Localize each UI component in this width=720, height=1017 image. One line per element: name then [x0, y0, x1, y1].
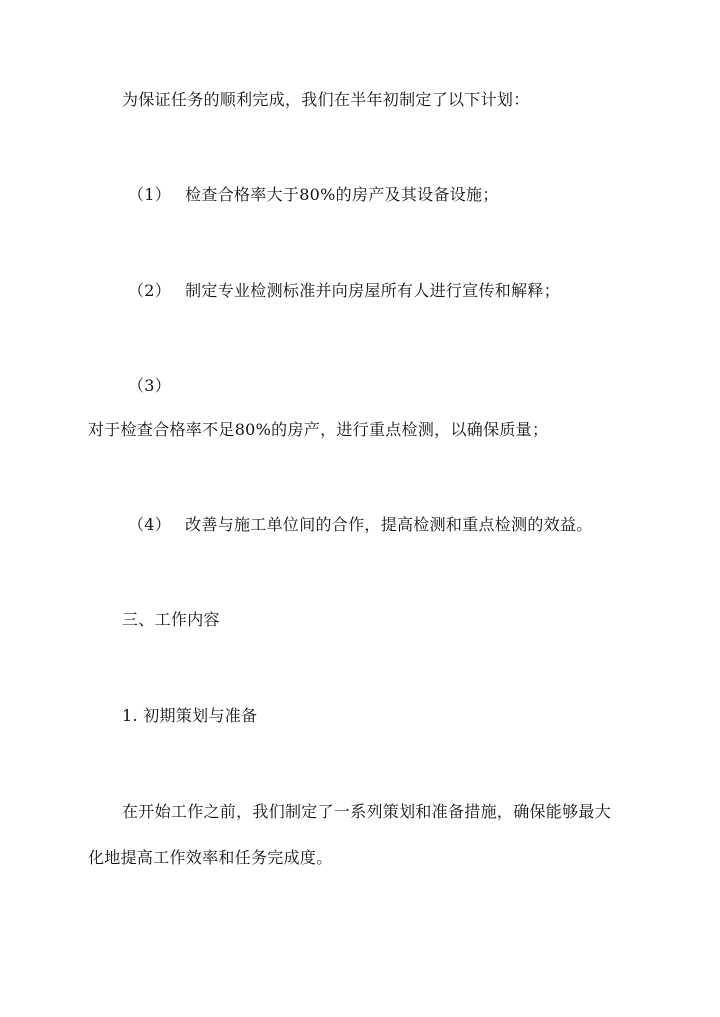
- plan-item-3-number: （3）: [128, 376, 172, 395]
- plan-item-text: 改善与施工单位间的合作，提高检测和重点检测的效益。: [185, 515, 593, 534]
- plan-item-3-text: 对于检查合格率不足80%的房产，进行重点检测，以确保质量；: [88, 420, 549, 439]
- plan-item-number: （2）: [128, 281, 172, 300]
- plan-item-2: [128, 281, 560, 301]
- plan-item-text: 检查合格率大于80%的房产及其设备设施；: [185, 185, 499, 204]
- subsection-heading: 1. 初期策划与准备: [122, 706, 258, 725]
- plan-item-1: [128, 185, 499, 205]
- plan-item-text: 制定专业检测标准并向房屋所有人进行宣传和解释；: [185, 281, 560, 300]
- intro-paragraph: 为保证任务的顺利完成，我们在半年初制定了以下计划：: [122, 90, 530, 109]
- body-paragraph-line-2: 化地提高工作效率和任务完成度。: [88, 848, 333, 867]
- plan-item-4: [128, 515, 593, 535]
- plan-item-number: （4）: [128, 515, 172, 534]
- body-paragraph-line-1: 在开始工作之前，我们制定了一系列策划和准备措施，确保能够最大: [122, 802, 612, 821]
- section-heading: 三、工作内容: [122, 610, 220, 629]
- plan-item-number: （1）: [128, 185, 172, 204]
